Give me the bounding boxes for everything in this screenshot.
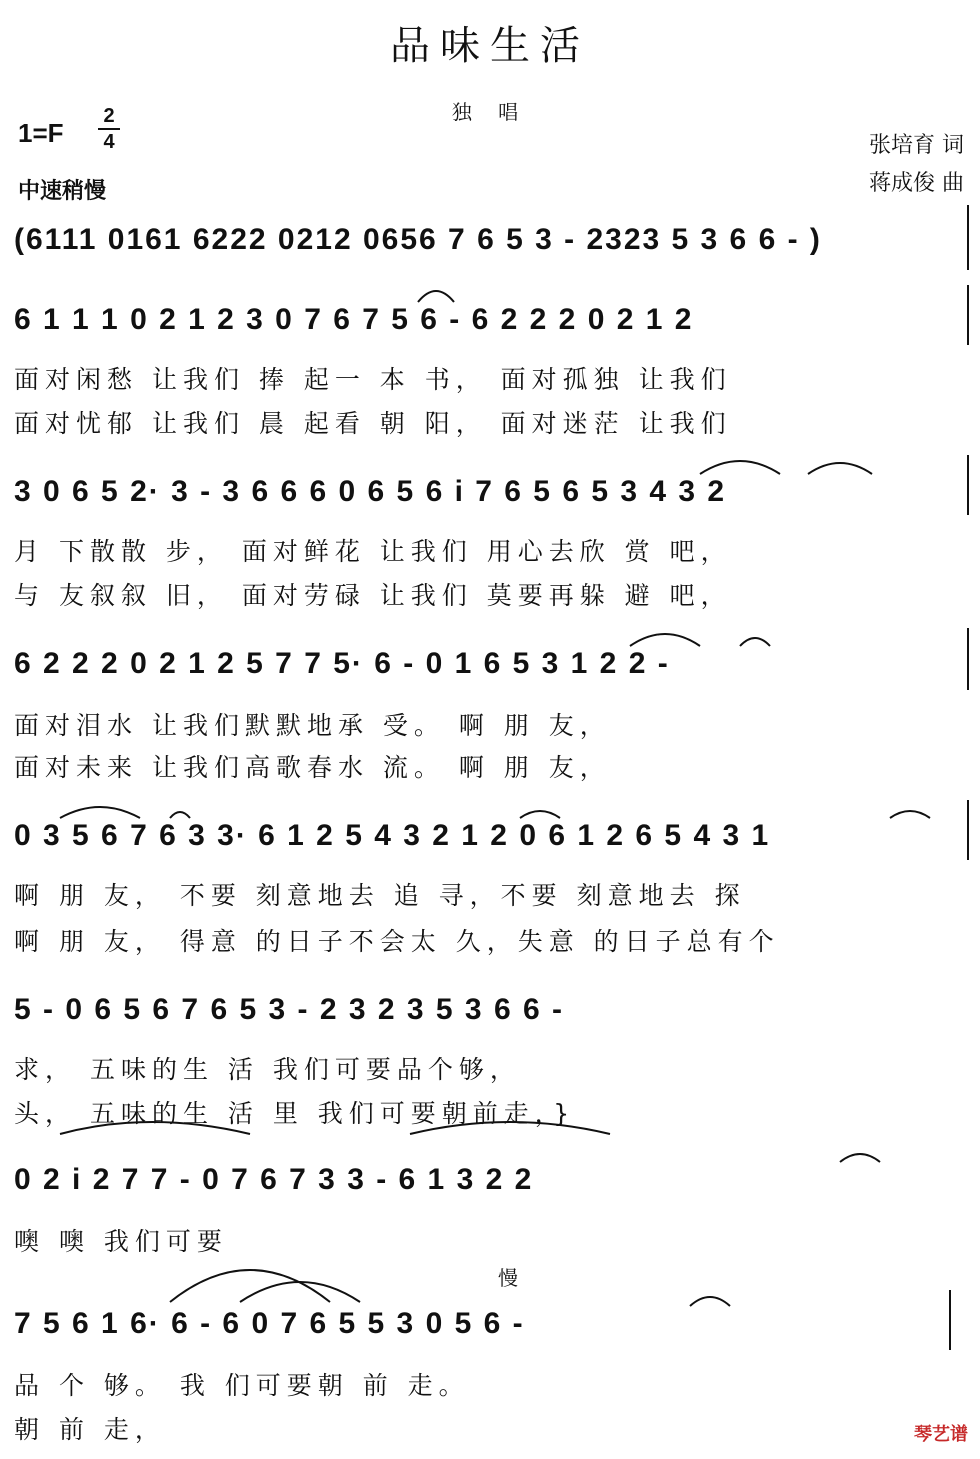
site-logo: 琴艺谱	[914, 1424, 968, 1445]
notes-line-2: 6 1 1 1 0 2 1 2 3 0 7 6 7 5 6 - 6 2 2 2 0 2 1 2	[14, 303, 694, 336]
time-sig-bottom: 4	[98, 128, 120, 154]
lyric-line-6-verse-1: 求， 五味的生 活 我们可要品个够，	[14, 1055, 521, 1084]
barlines	[950, 205, 968, 1350]
notes-line-8: 7 5 6 1 6· 6 - 6 0 7 6 5 5 3 0 5 6 -	[14, 1307, 525, 1340]
lyric-line-3-verse-2: 与 友叙叙 旧， 面对劳碌 让我们 莫要再躲 避 吧，	[14, 581, 732, 610]
lyricist-credit: 张培育 词	[869, 133, 964, 158]
lyric-line-5-verse-2: 啊 朋 友， 得意 的日子不会太 久，失意 的日子总有个	[14, 927, 780, 956]
lyric-line-7: 噢 噢 我们可要	[14, 1227, 228, 1256]
lyric-line-5-verse-1: 啊 朋 友， 不要 刻意地去 追 寻，不要 刻意地去 探	[14, 881, 746, 910]
lyric-line-4-verse-1: 面对泪水 让我们默默地承 受。 啊 朋 友，	[14, 711, 611, 740]
subtitle: 独 唱	[451, 100, 529, 124]
page-title: 品味生活	[390, 23, 590, 69]
tempo-marking: 中速稍慢	[18, 179, 107, 204]
notes-line-1: (6111 0161 6222 0212 0656 7 6 5 3 - 2323 5 3 6 6 - )	[14, 223, 822, 256]
slurs	[60, 291, 930, 1306]
tempo-mark-slow: 慢	[498, 1266, 518, 1290]
time-sig-top: 2	[103, 105, 115, 127]
lyric-line-2-verse-1: 面对闲愁 让我们 捧 起一 本 书， 面对孤独 让我们	[14, 365, 732, 394]
notes-line-7: 0 2 i 2 7 7 - 0 7 6 7 3 3 - 6 1 3 2 2	[14, 1163, 534, 1196]
notes-line-6: 5 - 0 6 5 6 7 6 5 3 - 2 3 2 3 5 3 6 6 -	[14, 993, 564, 1026]
lyric-line-4-verse-2: 面对未来 让我们高歌春水 流。 啊 朋 友，	[14, 753, 611, 782]
composer-credit: 蒋成俊 曲	[869, 171, 964, 196]
lyric-line-8-verse-1: 品 个 够。 我 们可要朝 前 走。	[14, 1371, 470, 1400]
lyric-line-3-verse-1: 月 下散散 步， 面对鲜花 让我们 用心去欣 赏 吧，	[14, 537, 732, 566]
notes-line-4: 6 2 2 2 0 2 1 2 5 7 7 5· 6 - 0 1 6 5 3 1 2 2 -	[14, 647, 670, 680]
notes-line-5: 0 3 5 6 7 6 3 3· 6 1 2 5 4 3 2 1 2 0 6 1 2 6 5 4 3 1	[14, 819, 771, 852]
lyric-line-6-verse-2: 头， 五味的生 活 里 我们可要朝前走，}	[14, 1099, 576, 1128]
lyric-line-2-verse-2: 面对忧郁 让我们 晨 起看 朝 阳， 面对迷茫 让我们	[14, 409, 732, 438]
key-signature: 1=F	[18, 118, 64, 148]
lyric-line-8-verse-2: 朝 前 走，	[14, 1415, 166, 1444]
notes-line-3: 3 0 6 5 2· 3 - 3 6 6 6 0 6 5 6 i 7 6 5 6 5 3 4 3 2	[14, 475, 727, 508]
